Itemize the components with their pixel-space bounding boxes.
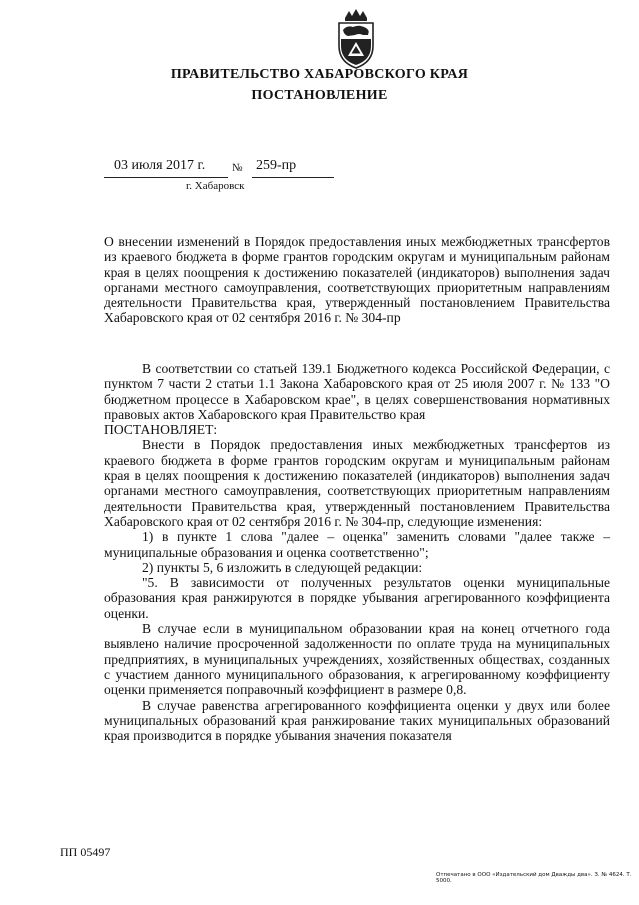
document-type: ПОСТАНОВЛЕНИЕ	[251, 88, 388, 103]
resolves-heading: ПОСТАНОВЛЯЕТ:	[104, 422, 218, 438]
date-underline	[104, 177, 228, 178]
paragraph: 1) в пункте 1 слова "далее – оценка" заменить словами "далее также – муниципальные образования и оценка соответственно";	[104, 529, 610, 560]
paragraph: В случае равенства агрегированного коэффициента оценки у двух или более муниципальных образований края ранжирование таких муниципальных образований края производится в порядке убывания значения показателя	[104, 697, 610, 744]
paragraph: "5. В зависимости от полученных результатов оценки муниципальные образования края ранжируются в порядке убывания агрегированного коэффициента оценки.	[104, 575, 610, 621]
paragraph: Внести в Порядок предоставления иных межбюджетных трансфертов из краевого бюджета в форме грантов городским округам и муниципальным районам края в целях поощрения к достижению показателей (индикаторов) выполнения задач органами местного самоуправления, соответствующих приоритетным направлениям деятельности Правительства края, утвержденный постановлением Правительства Хабаровского края от 02 сентября 2016 г. № 304-пр, следующие изменения:	[104, 437, 610, 529]
document-code: ПП 05497	[60, 845, 111, 859]
number-underline	[252, 177, 334, 178]
document-number: 259-пр	[256, 158, 297, 173]
printer-imprint: Отпечатано в ООО «Издательский дом Дважды два». З. № 4624. Т. 5000.	[436, 872, 632, 884]
preamble: В соответствии со статьей 139.1 Бюджетного кодекса Российской Федерации, с пунктом 7 части 2 статьи 1.1 Закона Хабаровского края от 25 июля 2007 г. № 133 "О бюджетном процессе в Хабаровском крае", в целях совершенствования нормативных правовых актов Хабаровского края Правительство края	[104, 361, 610, 422]
coat-of-arms-emblem	[333, 8, 379, 70]
government-title: ПРАВИТЕЛЬСТВО ХАБАРОВСКОГО КРАЯ	[170, 67, 469, 82]
paragraph: В случае если в муниципальном образовании края на конец отчетного года выявлено наличие просроченной задолженности по оплате труда на муниципальных предприятиях, в муниципальных учреждениях, хозяйственных обществах, созданных с участием данного муниципального образования, к агрегированному коэффициенту оценки применяется поправочный коэффициент в размере 0,8.	[104, 621, 610, 698]
document-subject: О внесении изменений в Порядок предоставления иных межбюджетных трансфертов из краевого бюджета в форме грантов городским округам и муниципальным районам края в целях поощрения к достижению показателей (индикаторов) выполнения задач органами местного самоуправления, соответствующих приоритетным направлениям деятельности Правительства края, утвержденный постановлением Правительства Хабаровского края от 02 сентября 2016 г. № 304-пр	[104, 234, 610, 326]
city: г. Хабаровск	[186, 180, 245, 192]
paragraph: 2) пункты 5, 6 изложить в следующей редакции:	[142, 559, 423, 575]
document-body	[104, 361, 610, 743]
number-sign: №	[232, 162, 243, 174]
document-date: 03 июля 2017 г.	[114, 158, 206, 173]
